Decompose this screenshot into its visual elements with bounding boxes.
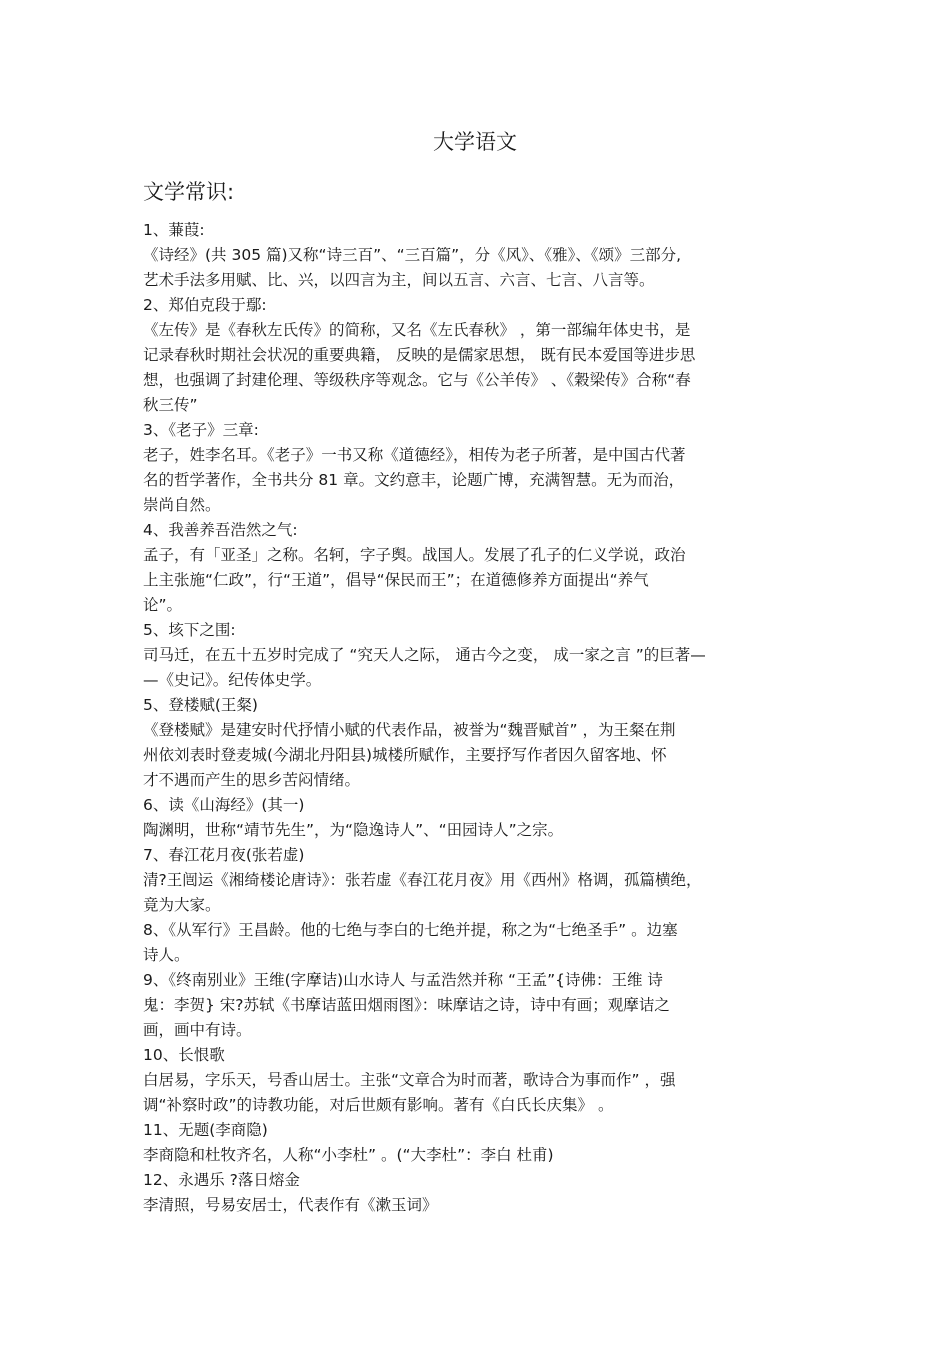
item-text-line: 想，也强调了封建伦理、等级秩序等观念。它与《公羊传》 、《穀梁传》合称“春	[143, 371, 691, 389]
item-text-line: 《左传》是《春秋左氏传》的简称，又名《左氏春秋》 ，第一部编年体史书，是	[143, 321, 691, 339]
item-text-line: 李商隐和杜牧齐名，人称“小李杜” 。(“大李杜”：李白 杜甫)	[143, 1146, 554, 1164]
page-title: 大学语文	[433, 130, 517, 154]
item-text-line: 白居易，字乐天，号香山居士。主张“文章合为时而著，歌诗合为事而作” ，强	[143, 1071, 676, 1089]
item-text-line: 上主张施“仁政”，行“王道”，倡导“保民而王”；在道德修养方面提出“养气	[143, 571, 649, 589]
knowledge-item	[143, 618, 808, 693]
knowledge-item	[143, 918, 808, 968]
knowledge-item	[143, 218, 808, 293]
section-title: 文学常识:	[143, 180, 235, 204]
item-heading: 12、永遇乐 ?落日熔金	[143, 1171, 300, 1189]
knowledge-item	[143, 1118, 808, 1168]
item-heading: 2、郑伯克段于鄢:	[143, 296, 267, 314]
item-heading: 11、无题(李商隐)	[143, 1121, 268, 1139]
item-text-line: 画，画中有诗。	[143, 1021, 252, 1039]
item-text-line: 名的哲学著作，全书共分 81 章。文约意丰，论题广博，充满智慧。无为而治，	[143, 471, 685, 489]
item-heading: 5、登楼赋(王粲)	[143, 696, 258, 714]
knowledge-item	[143, 1043, 808, 1118]
item-text-line: —《史记》。纪传体史学。	[143, 671, 322, 689]
item-text-line: 艺术手法多用赋、比、兴，以四言为主，间以五言、六言、七言、八言等。	[143, 271, 655, 289]
item-text-line: 崇尚自然。	[143, 496, 221, 514]
item-text-line: 调“补察时政”的诗教功能，对后世颇有影响。著有《白氏长庆集》 。	[143, 1096, 614, 1114]
knowledge-item	[143, 1168, 808, 1218]
item-heading: 10、长恨歌	[143, 1046, 225, 1064]
item-text-line: 竟为大家。	[143, 896, 221, 914]
item-text-line: 鬼：李贺} 宋?苏轼《书摩诘蓝田烟雨图》：味摩诘之诗，诗中有画；观摩诘之	[143, 996, 670, 1014]
item-text-line: 清?王闿运《湘绮楼论唐诗》：张若虚《春江花月夜》用《西州》格调，孤篇横绝，	[143, 871, 702, 889]
knowledge-item	[143, 693, 808, 793]
knowledge-item	[143, 843, 808, 918]
knowledge-item	[143, 293, 808, 418]
item-text-line: 才不遇而产生的思乡苦闷情绪。	[143, 771, 361, 789]
item-heading: 7、春江花月夜(张若虚)	[143, 846, 305, 864]
item-text-line: 诗人。	[143, 946, 190, 964]
item-text-line: 州依刘表时登麦城(今湖北丹阳县)城楼所赋作，主要抒写作者因久留客地、怀	[143, 746, 667, 764]
item-text-line: 《诗经》(共 305 篇)又称“诗三百”、“三百篇”，分《风》、《雅》、《颂》三部分,	[143, 246, 682, 264]
item-text-line: 《登楼赋》是建安时代抒情小赋的代表作品，被誉为“魏晋赋首” ，为王粲在荆	[143, 721, 676, 739]
item-text-line: 论”。	[143, 596, 183, 614]
item-heading: 3、《老子》三章:	[143, 421, 259, 439]
item-heading: 5、垓下之围:	[143, 621, 236, 639]
document-body	[143, 218, 808, 1218]
item-text-line: 司马迁，在五十五岁时完成了 “究天人之际， 通古今之变， 成一家之言 ”的巨著—	[143, 646, 706, 664]
knowledge-item	[143, 418, 808, 518]
knowledge-item	[143, 518, 808, 618]
item-text-line: 孟子，有「亚圣」之称。名轲，字子舆。战国人。发展了孔子的仁义学说，政治	[143, 546, 686, 564]
item-heading: 8、《从军行》王昌龄。他的七绝与李白的七绝并提，称之为“七绝圣手” 。边塞	[143, 921, 678, 939]
item-heading: 4、我善养吾浩然之气:	[143, 521, 298, 539]
item-text-line: 陶渊明，世称“靖节先生”，为“隐逸诗人”、“田园诗人”之宗。	[143, 821, 564, 839]
item-text-line: 李清照，号易安居士，代表作有《漱玉词》	[143, 1196, 438, 1214]
item-heading: 1、蒹葭:	[143, 221, 205, 239]
item-text-line: 记录春秋时期社会状况的重要典籍， 反映的是儒家思想， 既有民本爱国等进步思	[143, 346, 696, 364]
item-text-line: 老子，姓李名耳。《老子》一书又称《道德经》，相传为老子所著，是中国古代著	[143, 446, 686, 464]
knowledge-item	[143, 968, 808, 1043]
item-text-line: 秋三传”	[143, 396, 198, 414]
knowledge-item	[143, 793, 808, 843]
item-heading: 6、读《山海经》(其一)	[143, 796, 305, 814]
item-heading: 9、《终南别业》王维(字摩诘)山水诗人 与孟浩然并称 “王孟”{诗佛：王维 诗	[143, 971, 663, 989]
